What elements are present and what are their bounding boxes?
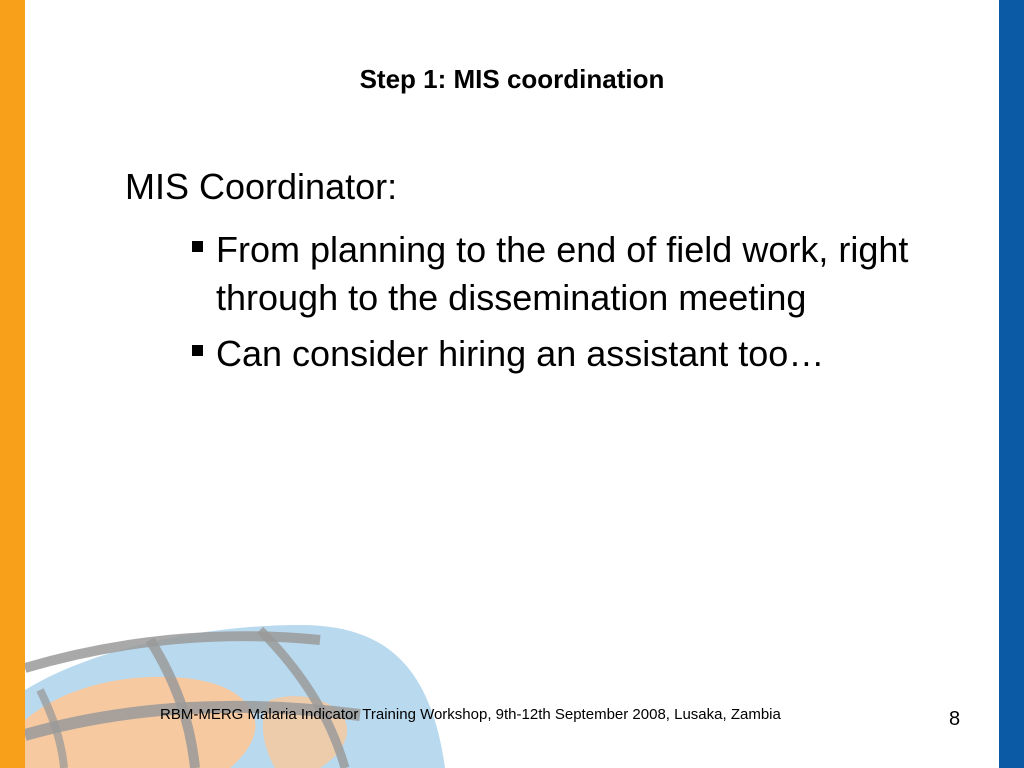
right-accent-bar [999,0,1024,768]
square-bullet-icon [192,345,203,356]
slide-title: Step 1: MIS coordination [359,64,665,94]
bullet-list [192,226,952,386]
bullet-text: From planning to the end of field work, right through to the dissemination meeting [216,229,909,318]
slide-footer: RBM-MERG Malaria Indicator Training Workshop, 9th-12th September 2008, Lusaka, Zambia [160,706,781,723]
page-number: 8 [949,708,961,730]
square-bullet-icon [192,241,203,252]
bullet-item [192,226,952,322]
bullet-item [192,330,952,378]
bullet-text: Can consider hiring an assistant too… [216,333,825,374]
slide-heading: MIS Coordinator: [125,166,398,207]
left-accent-bar [0,0,25,768]
